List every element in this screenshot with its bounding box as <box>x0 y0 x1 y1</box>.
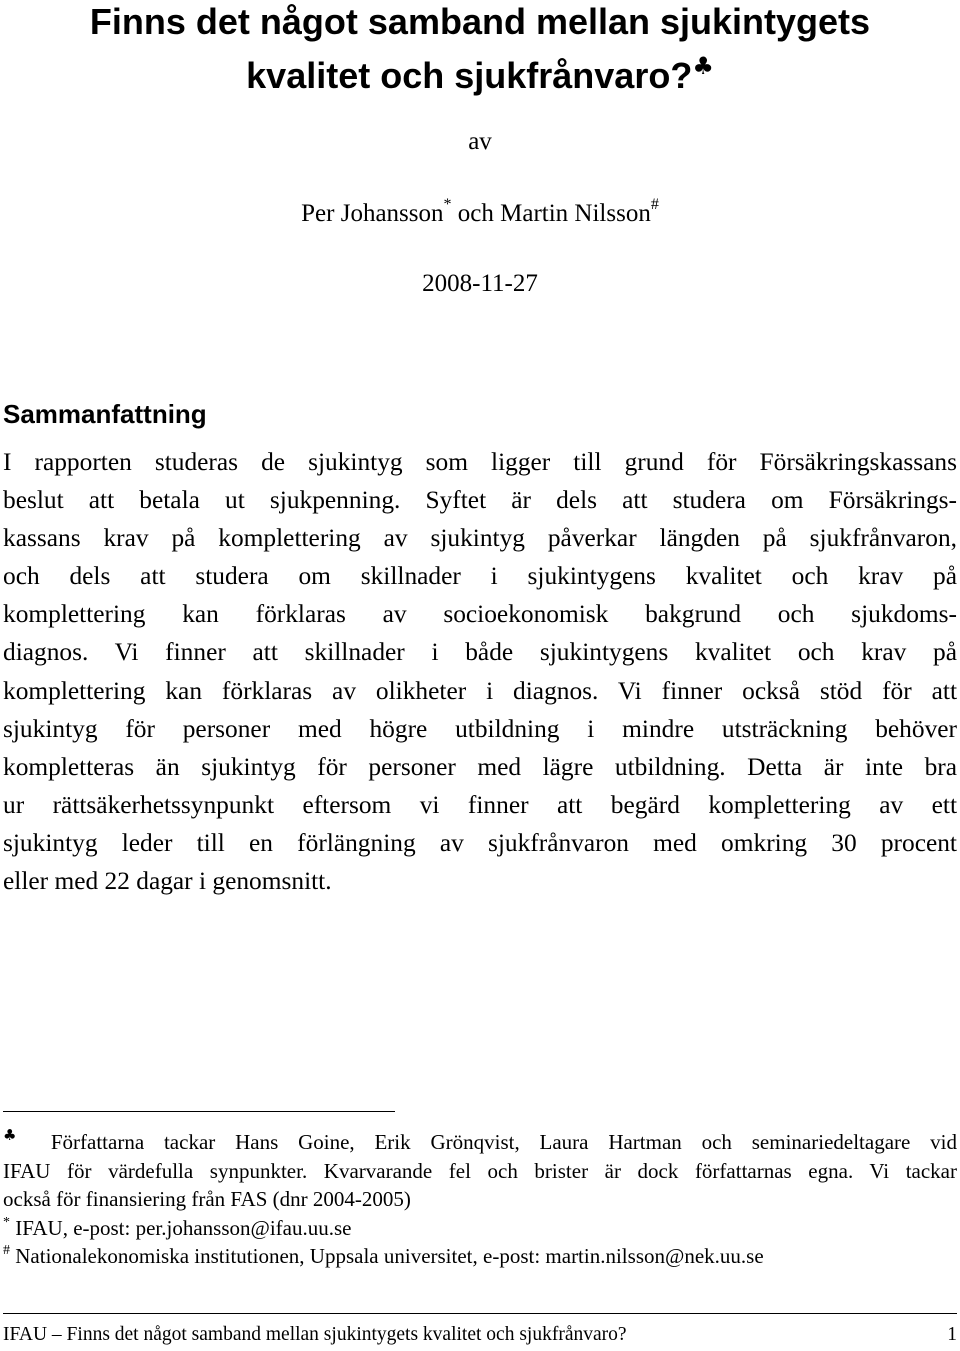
footnote-2-text: IFAU, e-post: per.johansson@ifau.uu.se <box>15 1215 352 1240</box>
author-2: Martin Nilsson <box>500 200 651 227</box>
footnote-3-text: Nationalekonomiska institutionen, Uppsala universitet, e-post: martin.nilsson@nek.uu.se <box>15 1244 764 1269</box>
abstract-line: komplettering kan förklaras av olikheter i diagnos. Vi finner också stöd för att <box>3 676 957 705</box>
abstract-line: ur rättsäkerhetssynpunkt eftersom vi finner att begärd komplettering av ett <box>3 790 957 819</box>
page-footer <box>3 1322 957 1348</box>
footnotes <box>3 1128 957 1271</box>
running-title: IFAU – Finns det något samband mellan sjukintygets kvalitet och sjukfrånvaro? <box>3 1324 627 1345</box>
abstract-line: sjukintyg för personer med högre utbildning i mindre utsträckning behöver <box>3 714 957 743</box>
abstract-line: diagnos. Vi finner att skillnader i både sjukintygens kvalitet och krav på <box>3 638 957 667</box>
footnote-1-line <box>3 1128 957 1157</box>
club-footnote-icon: ♣ <box>3 1126 32 1144</box>
author-2-mark: # <box>650 196 659 213</box>
abstract-body <box>3 443 957 900</box>
abstract-line: beslut att betala ut sjukpenning. Syftet är dels att studera om Försäkrings- <box>3 486 957 515</box>
footnote-2-mark: * <box>3 1214 10 1230</box>
abstract-line: eller med 22 dagar i genomsnitt. <box>3 867 332 896</box>
abstract-line: komplettering kan förklaras av socioekonomisk bakgrund och sjukdoms- <box>3 600 957 629</box>
abstract-heading: Sammanfattning <box>3 399 207 429</box>
paper-date: 2008-11-27 <box>422 270 538 297</box>
footnote-divider <box>3 1111 395 1112</box>
abstract-line: sjukintyg leder till en förlängning av sjukfrånvaron med omkring 30 procent <box>3 828 957 857</box>
page-number: 1 <box>947 1324 957 1345</box>
abstract-line: och dels att studera om skillnader i sjukintygens kvalitet och krav på <box>3 562 957 591</box>
author-1-mark: * <box>443 196 452 213</box>
footer-divider <box>3 1313 957 1314</box>
title-line-2: kvalitet och sjukfrånvaro? <box>246 55 693 96</box>
footnote-2 <box>3 1214 957 1243</box>
footnote-3 <box>3 1242 957 1271</box>
footnote-1-line: IFAU för värdefulla synpunkter. Kvarvarande fel och brister är dock författarnas egna. Vi tackar <box>3 1158 957 1183</box>
club-footnote-marker-icon: ♣ <box>692 52 714 80</box>
abstract-line: kassans krav på komplettering av sjukintyg påverkar längden på sjukfrånvaron, <box>3 524 957 553</box>
byline-av: av <box>468 128 492 155</box>
author-line <box>0 196 960 229</box>
paper-title <box>0 0 960 98</box>
abstract-line: I rapporten studeras de sjukintyg som ligger till grund för Försäkringskassans <box>3 448 957 476</box>
footnote-1-line: också för finansiering från FAS (dnr 2004-2005) <box>3 1187 411 1212</box>
abstract-line: kompletteras än sjukintyg för personer med lägre utbildning. Detta är inte bra <box>3 752 957 781</box>
footnote-1-text: Författarna tackar Hans Goine, Erik Grönqvist, Laura Hartman och seminariedeltagare vid <box>50 1130 957 1154</box>
author-1: Per Johansson <box>301 200 444 227</box>
author-conjunction: och <box>457 200 494 227</box>
footnote-3-mark: # <box>3 1243 10 1259</box>
title-line-1: Finns det något samband mellan sjukintygets <box>89 1 871 42</box>
